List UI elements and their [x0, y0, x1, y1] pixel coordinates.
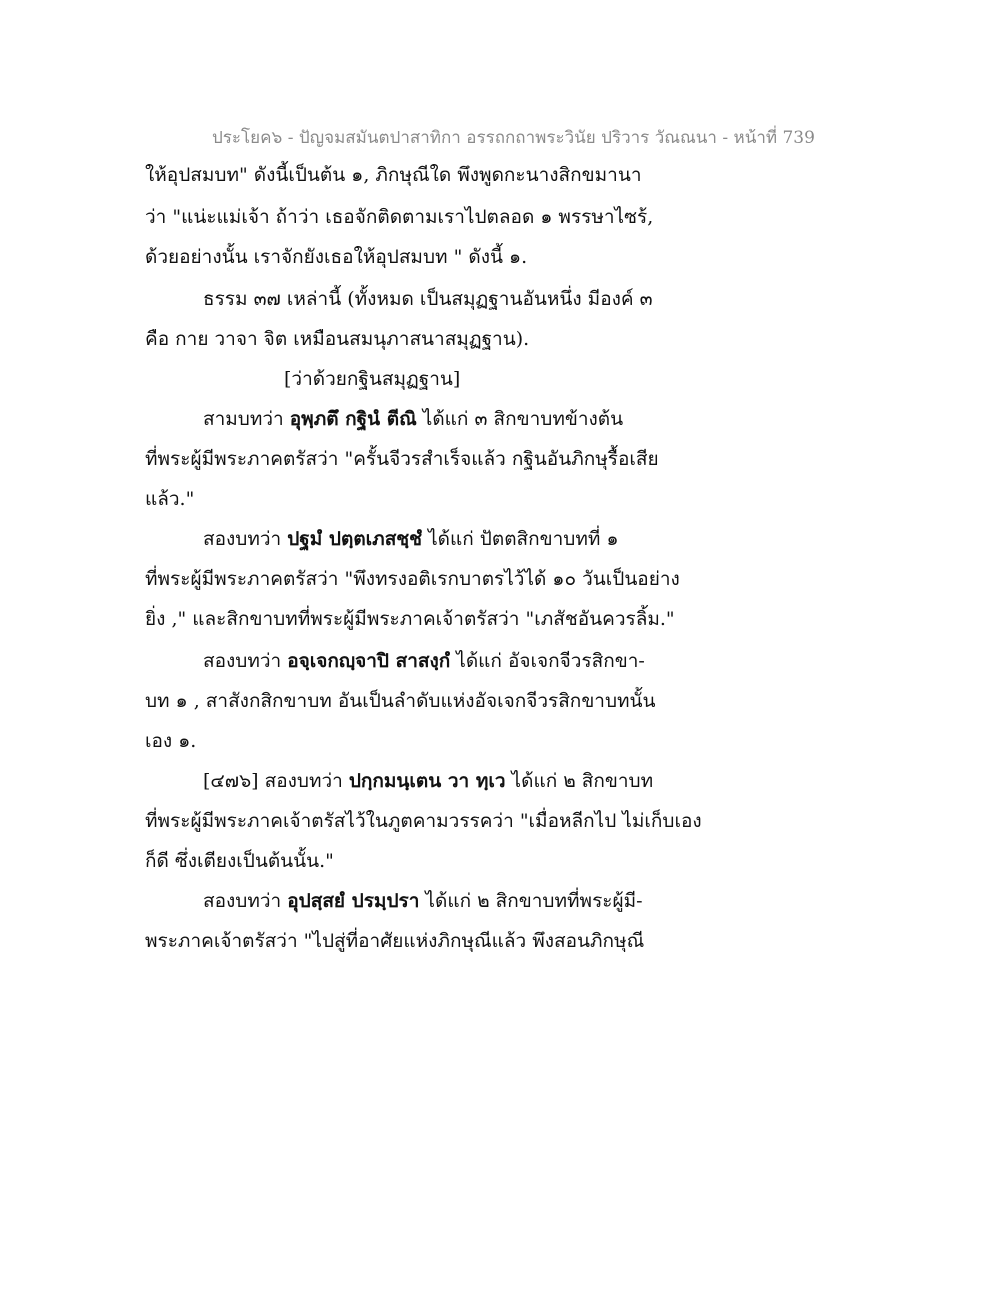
- text-line-12: ยิ่ง ," และสิกขาบทที่พระผู้มีพระภาคเจ้าตรัสว่า "เภสัชอันควรลิ้ม.": [145, 608, 675, 630]
- text-line-11: ที่พระผู้มีพระภาคตรัสว่า "พึงทรงอติเรกบาตรไว้ได้ ๑๐ วันเป็นอย่าง: [145, 568, 680, 590]
- text-line-19: [203, 886, 643, 916]
- text-line-10-lead: สองบทว่า: [203, 528, 288, 550]
- text-line-18: ก็ดี ซึ่งเตียงเป็นต้นนั้น.": [145, 850, 334, 872]
- text-line-9: แล้ว.": [145, 488, 195, 510]
- text-line-15: เอง ๑.: [145, 730, 197, 752]
- text-line-17: ที่พระผู้มีพระภาคเจ้าตรัสไว้ในภูตคามวรรคว่า "เมื่อหลีกไป ไม่เก็บเอง: [145, 810, 702, 832]
- running-header: ประโยค๖ - ปัญจมสมันตปาสาทิกา อรรถกถาพระวินัย ปริวาร วัณณนา - หน้าที่ 739: [212, 128, 815, 148]
- text-line-10-tail: ได้แก่ ปัตตสิกขาบทที่ ๑: [422, 528, 619, 550]
- text-line-7-lead: สามบทว่า: [203, 408, 290, 430]
- text-line-19-tail: ได้แก่ ๒ สิกขาบทที่พระผู้มี-: [419, 890, 643, 912]
- text-line-4: ธรรม ๓๗ เหล่านี้ (ทั้งหมด เป็นสมุฏฐานอันหนึ่ง มีองค์ ๓: [203, 288, 653, 310]
- pali-term-1: อุพฺภตึ กฐินํ ตีณิ: [289, 408, 417, 430]
- text-line-16: [203, 766, 653, 796]
- text-line-3: ด้วยอย่างนั้น เราจักยังเธอให้อุปสมบท " ดังนี้ ๑.: [145, 246, 528, 268]
- pali-term-3: อจฺเจกญฺจาปิ สาสงฺกํ: [287, 650, 451, 672]
- pali-term-5: อุปสฺสยํ ปรมฺปรา: [287, 890, 420, 912]
- text-line-13-lead: สองบทว่า: [203, 650, 288, 672]
- text-line-14: บท ๑ , สาสังกสิกขาบท อันเป็นลำดับแห่งอัจเจกจีวรสิกขาบทนั้น: [145, 690, 656, 712]
- text-line-19-lead: สองบทว่า: [203, 890, 288, 912]
- section-heading: [ว่าด้วยกฐินสมุฏฐาน]: [284, 368, 461, 390]
- text-line-20: พระภาคเจ้าตรัสว่า "ไปสู่ที่อาศัยแห่งภิกษุณีแล้ว พึงสอนภิกษุณี: [145, 930, 645, 952]
- pali-term-2: ปฐมํ ปตฺตเภสชฺชํ: [287, 528, 423, 550]
- text-line-5: คือ กาย วาจา จิต เหมือนสมนุภาสนาสมุฏฐาน).: [145, 328, 530, 350]
- text-line-7: [203, 404, 623, 434]
- text-line-8: ที่พระผู้มีพระภาคตรัสว่า "ครั้นจีวรสำเร็จแล้ว กฐินอันภิกษุรื้อเสีย: [145, 448, 659, 470]
- text-line-10: [203, 524, 619, 554]
- pali-term-4: ปกฺกมนฺเตน วา ทฺเว: [348, 770, 506, 792]
- text-line-16-lead: [๔๗๖] สองบทว่า: [203, 770, 349, 792]
- text-line-2: ว่า "แน่ะแม่เจ้า ถ้าว่า เธอจักติดตามเราไปตลอด ๑ พรรษาไซร้,: [145, 206, 654, 228]
- text-line-13-tail: ได้แก่ อัจเจกจีวรสิกขา-: [450, 650, 645, 672]
- text-line-13: [203, 646, 645, 676]
- text-line-7-tail: ได้แก่ ๓ สิกขาบทข้างต้น: [416, 408, 624, 430]
- text-line-16-tail: ได้แก่ ๒ สิกขาบท: [505, 770, 654, 792]
- text-line-1: ให้อุปสมบท" ดังนี้เป็นต้น ๑, ภิกษุณีใด พึงพูดกะนางสิกขมานา: [145, 164, 642, 186]
